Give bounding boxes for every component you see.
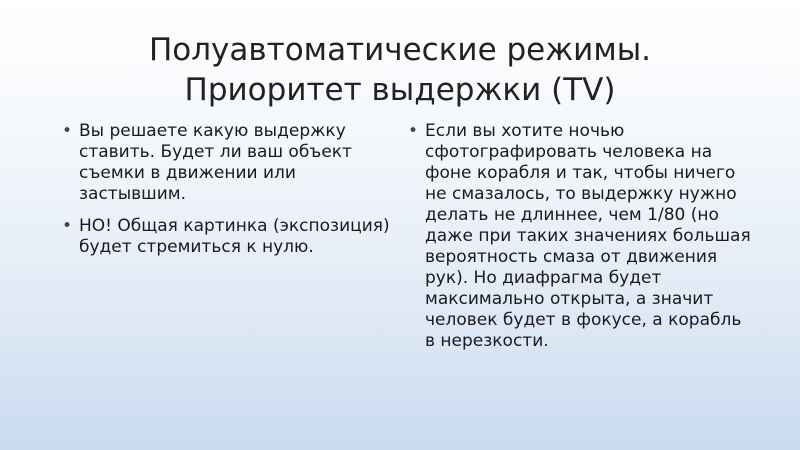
bullet-text: НО! Общая картинка (экспозиция) будет стремиться к нулю. [79, 216, 390, 257]
bullet-dot-icon: • [408, 121, 419, 141]
bullet-text: Если вы хотите ночью сфотографировать человека на фоне корабля и так, чтобы ничего не смазалось, то выдержку нужно делать не длиннее, чем 1/80 (но даже при таких значениях большая вероятность смаза от движения рук). Но диафрагма будет максимально открыта, а значит человек будет в фокусе, а корабль в нерезкости. [425, 121, 751, 351]
bullet-dot-icon: • [62, 121, 73, 141]
right-bullet-list [408, 121, 753, 363]
bullet-dot-icon: • [62, 216, 73, 236]
bullet-item [62, 216, 392, 258]
slide-title [0, 30, 800, 110]
bullet-text: Вы решаете какую выдержку ставить. Будет ли ваш объект съемки в движении или застывшим. [79, 121, 352, 204]
bullet-item [62, 121, 392, 205]
title-line-1: Полуавтоматические режимы. [148, 32, 652, 68]
title-line-2: Приоритет выдержки (TV) [184, 72, 616, 108]
left-bullet-list [62, 121, 392, 269]
bullet-item [408, 121, 753, 352]
